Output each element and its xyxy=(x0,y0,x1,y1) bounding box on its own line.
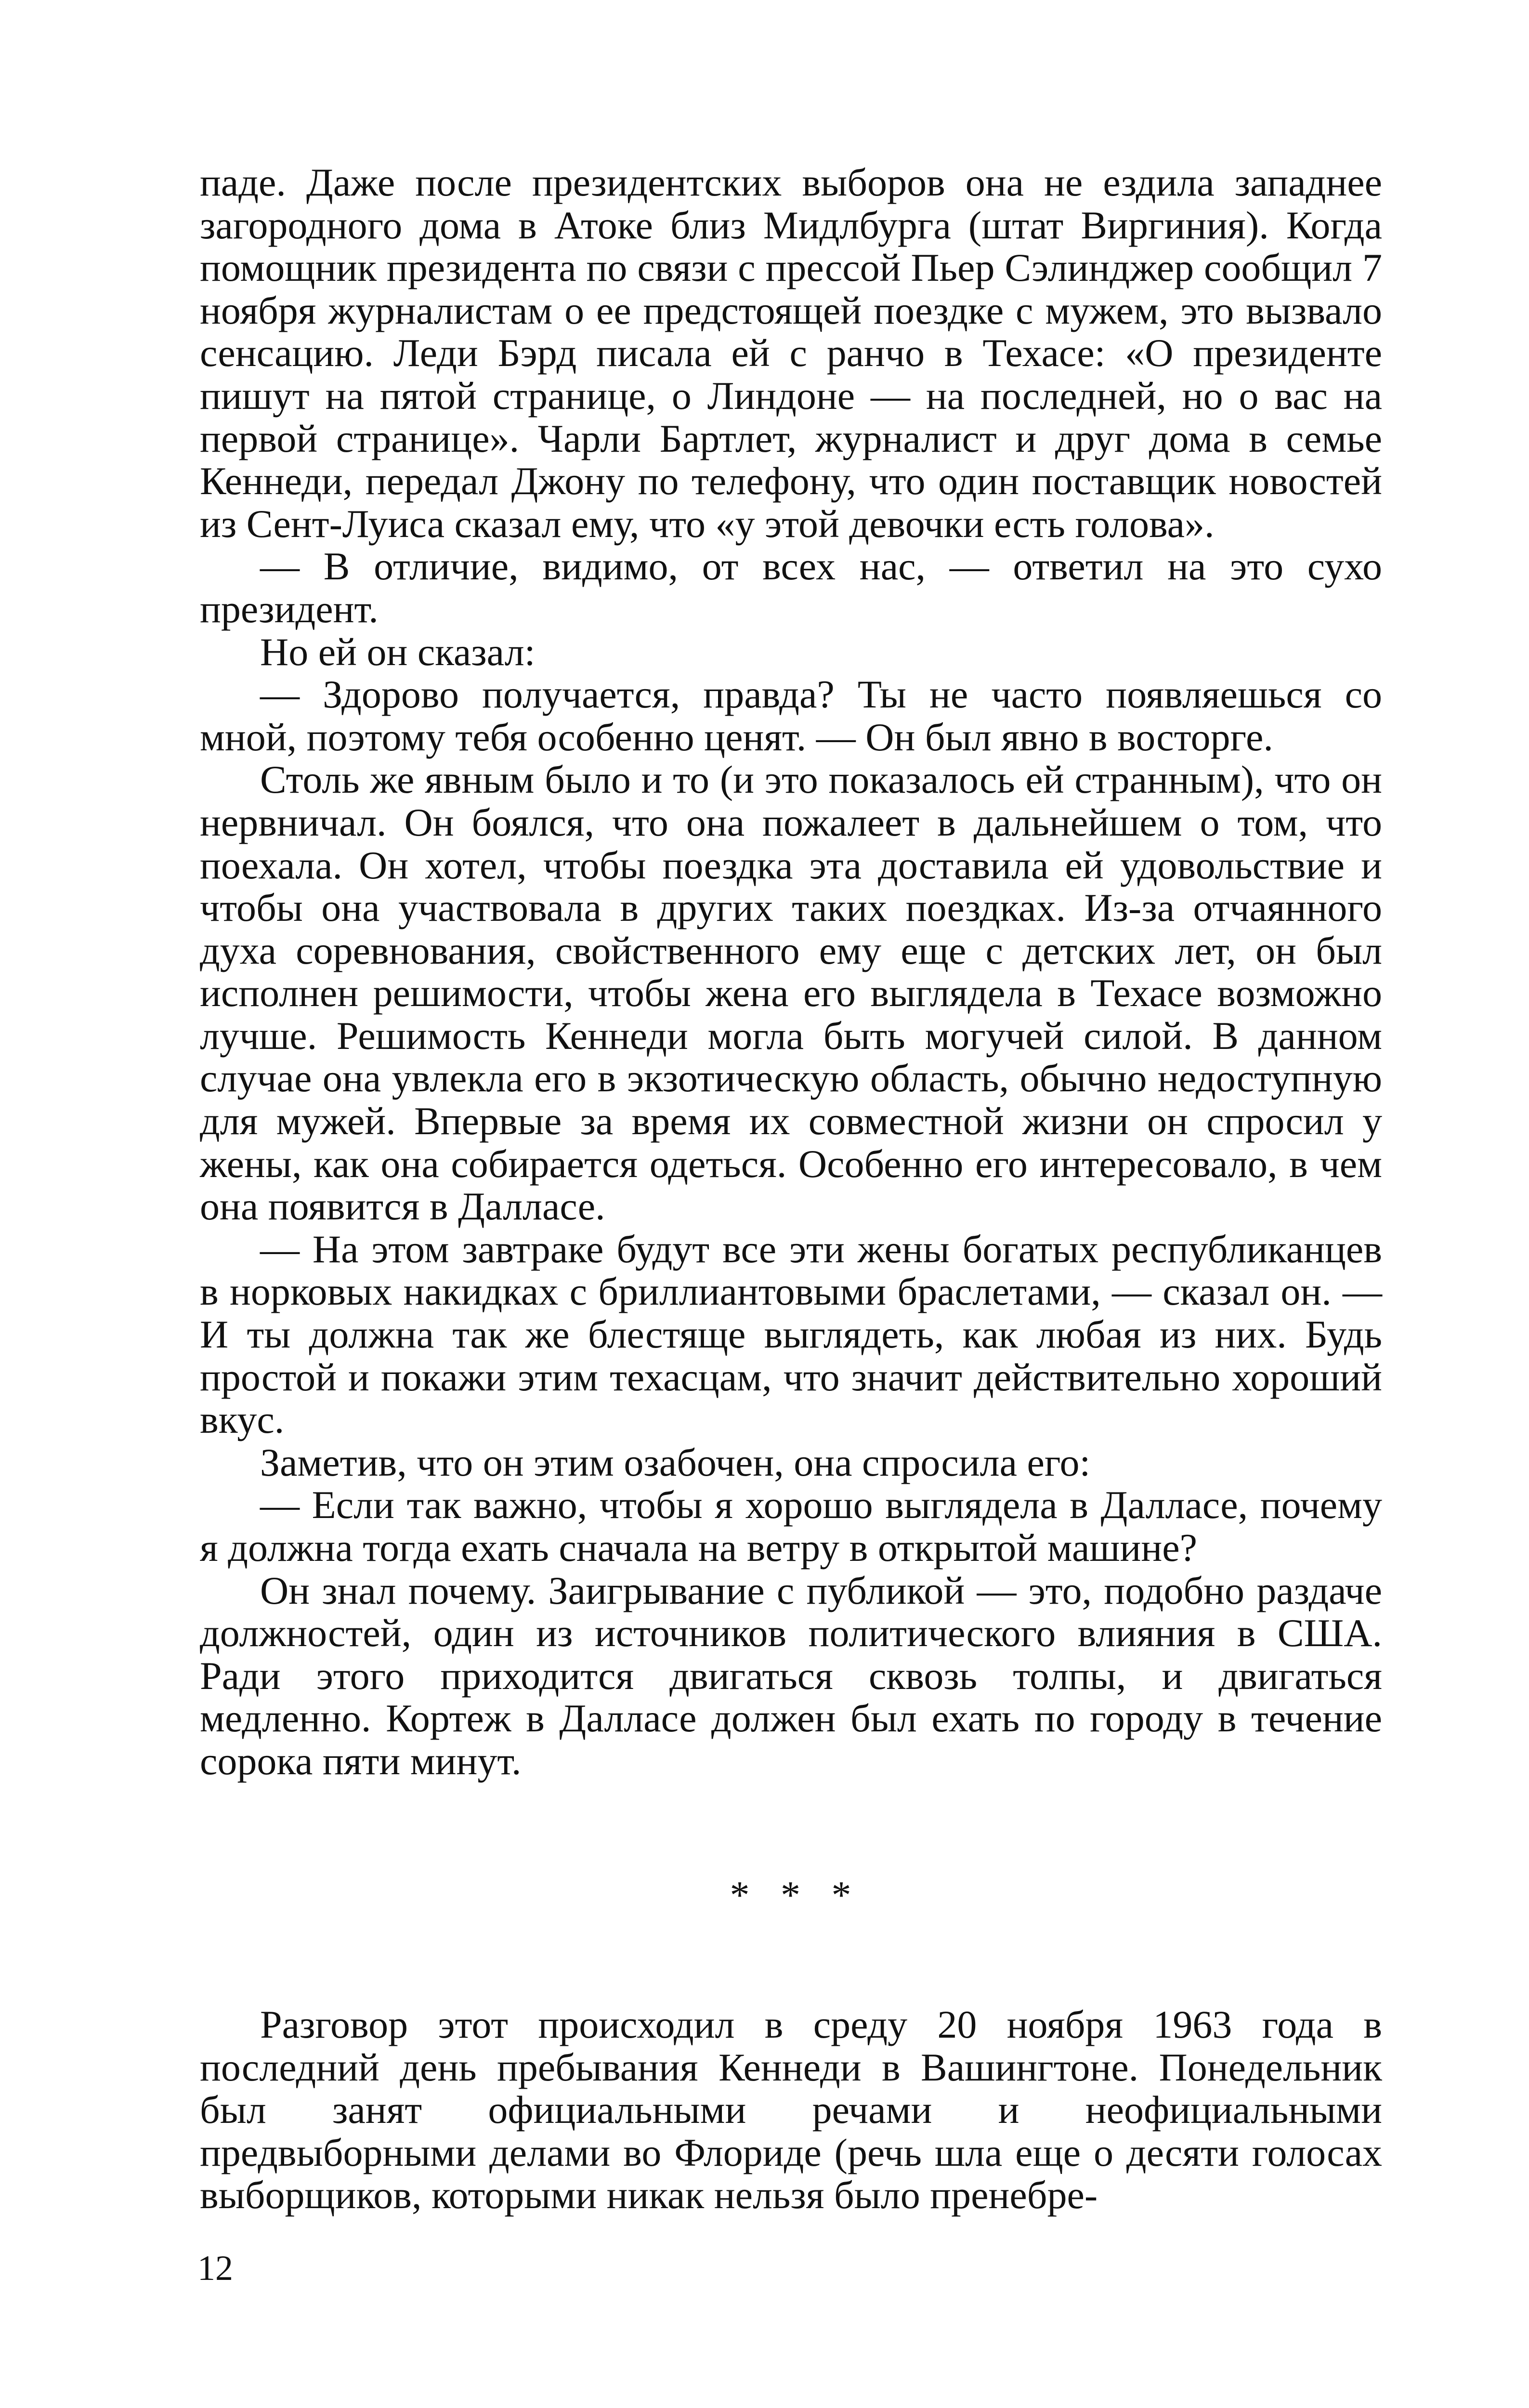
paragraph-narration: Но ей он сказал: xyxy=(260,629,536,674)
paragraph-narration-long: Столь же явным было и то (и это показалось ей странным), что он нервничал. Он боялся, что она пожалеет в дальнейшем о том, что поехала. Он хотел, чтобы поездка эта доставила ей удовольствие и чтобы она участвовала в других таких поездках. Из-за отчаянного духа соревнования, свойственного ему еще с детских лет, он был исполнен решимости, чтобы жена его выглядела в Техасе возможно лучше. Решимость Кеннеди могла быть могучей силой. В данном случае она увлекла его в экзотическую область, обычно недоступную для мужей. Впервые за время их совместной жизни он спросил у жены, как она собирается одеться. Особенно его интересовало, в чем она появится в Далласе. xyxy=(200,758,1382,1229)
section-separator: * * * xyxy=(730,1873,862,1917)
new-section-text-block xyxy=(200,2003,1382,2217)
paragraph-section-start: Разговор этот происходил в среду 20 ноября 1963 года в последний день пребывания Кеннеди в Вашингтоне. Понедельник был занят официальными речами и неофициальными предвыборными делами во Флориде (речь шла еще о десяти голосах выборщиков, которыми никак нельзя было пренебре- xyxy=(200,2002,1382,2217)
paragraph-continuation: паде. Даже после президентских выборов она не ездила западнее загородного дома в Атоке близ Мидлбурга (штат Виргиния). Когда помощник президента по связи с прессой Пьер Сэлинджер сообщил 7 ноября журналистам о ее предстоящей поездке с мужем, это вызвало сенсацию. Леди Бэрд писала ей с ранчо в Техасе: «О президенте пишут на пятой странице, о Линдоне — на последней, но о вас на первой странице». Чарли Бартлет, журналист и друг дома в семье Кеннеди, передал Джону по телефону, что один поставщик новостей из Сент-Луиса сказал ему, что «у этой девочки есть голова». xyxy=(200,160,1382,546)
paragraph-narration: Он знал почему. Заигрывание с публикой — это, подобно раздаче должностей, один из источников политического влияния в США. Ради этого приходится двигаться сквозь толпы, и двигаться медленно. Кортеж в Далласе должен был ехать по городу в течение сорока пяти минут. xyxy=(200,1568,1382,1783)
paragraph-dialogue: — Если так важно, чтобы я хорошо выглядела в Далласе, почему я должна тогда ехать сначала на ветру в открытой машине? xyxy=(200,1483,1382,1570)
paragraph-dialogue: — На этом завтраке будут все эти жены богатых республиканцев в норковых накидках с бриллиантовыми браслетами, — сказал он. — И ты должна так же блестяще выглядеть, как любая из них. Будь простой и покажи этим техасцам, что значит действительно хороший вкус. xyxy=(200,1227,1382,1442)
page-number: 12 xyxy=(197,2249,233,2288)
paragraph-dialogue: — Здорово получается, правда? Ты не часто появляешься со мной, поэтому тебя особенно ценят. — Он был явно в восторге. xyxy=(200,672,1382,759)
paragraph-narration: Заметив, что он этим озабочен, она спросила его: xyxy=(260,1440,1091,1484)
main-text-block xyxy=(200,161,1382,1783)
paragraph-dialogue-reply: — В отличие, видимо, от всех нас, — ответил на это сухо президент. xyxy=(200,544,1382,631)
